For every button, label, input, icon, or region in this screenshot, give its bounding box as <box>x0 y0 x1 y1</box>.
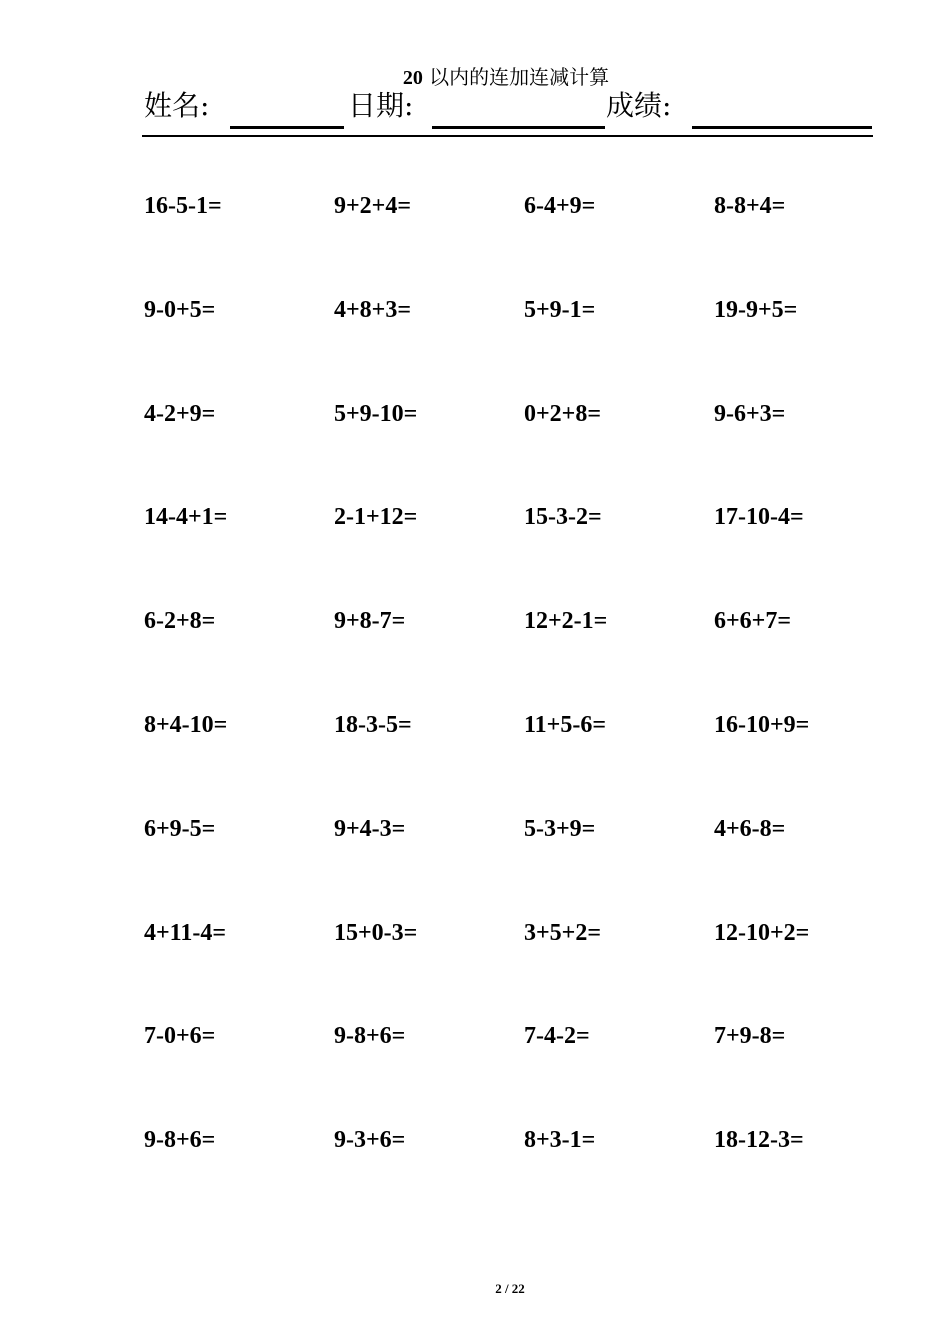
problem-r6-c3: 11+5-6= <box>524 712 607 738</box>
problem-r9-c2: 9-8+6= <box>334 1023 406 1049</box>
problem-r2-c3: 5+9-1= <box>524 297 596 323</box>
problem-r3-c1: 4-2+9= <box>144 401 216 427</box>
problem-r6-c2: 18-3-5= <box>334 712 412 738</box>
problem-r8-c2: 15+0-3= <box>334 920 418 946</box>
problem-r7-c4: 4+6-8= <box>714 816 786 842</box>
title-number: 20 <box>402 67 423 89</box>
name-blank[interactable] <box>230 126 344 129</box>
problem-r5-c2: 9+8-7= <box>334 608 406 634</box>
problem-r2-c2: 4+8+3= <box>334 297 412 323</box>
problem-r3-c4: 9-6+3= <box>714 401 786 427</box>
problem-r8-c1: 4+11-4= <box>144 920 227 946</box>
problem-r7-c3: 5-3+9= <box>524 816 596 842</box>
problem-r9-c1: 7-0+6= <box>144 1023 216 1049</box>
score-blank[interactable] <box>692 126 872 129</box>
problem-r10-c1: 9-8+6= <box>144 1127 216 1153</box>
problem-r10-c3: 8+3-1= <box>524 1127 596 1153</box>
problem-r1-c3: 6-4+9= <box>524 193 596 219</box>
problem-r3-c2: 5+9-10= <box>334 401 418 427</box>
date-label: 日期: <box>348 89 414 122</box>
problem-r5-c1: 6-2+8= <box>144 608 216 634</box>
page-number: 2 / 22 <box>495 1281 525 1296</box>
problem-r7-c2: 9+4-3= <box>334 816 406 842</box>
problem-r1-c2: 9+2+4= <box>334 193 412 219</box>
problem-r4-c3: 15-3-2= <box>524 504 602 530</box>
date-blank[interactable] <box>432 126 605 129</box>
problem-r5-c3: 12+2-1= <box>524 608 608 634</box>
problem-r7-c1: 6+9-5= <box>144 816 216 842</box>
problem-r8-c3: 3+5+2= <box>524 920 602 946</box>
title-text: 以内的连加连减计算 <box>422 65 610 89</box>
problem-r4-c1: 14-4+1= <box>144 504 228 530</box>
problem-r2-c4: 19-9+5= <box>714 297 798 323</box>
problem-r4-c4: 17-10-4= <box>714 504 804 530</box>
problem-r2-c1: 9-0+5= <box>144 297 216 323</box>
problem-r6-c1: 8+4-10= <box>144 712 228 738</box>
problem-r5-c4: 6+6+7= <box>714 608 792 634</box>
problem-r4-c2: 2-1+12= <box>334 504 418 530</box>
problem-r6-c4: 16-10+9= <box>714 712 810 738</box>
problem-r3-c3: 0+2+8= <box>524 401 602 427</box>
problem-r8-c4: 12-10+2= <box>714 920 810 946</box>
problem-r9-c4: 7+9-8= <box>714 1023 786 1049</box>
problem-r10-c2: 9-3+6= <box>334 1127 406 1153</box>
header-divider <box>142 135 873 137</box>
worksheet-title <box>0 64 950 91</box>
name-label: 姓名: <box>144 89 210 122</box>
score-label: 成绩: <box>606 89 672 122</box>
problem-r10-c4: 18-12-3= <box>714 1127 804 1153</box>
problem-r1-c4: 8-8+4= <box>714 193 786 219</box>
problem-r1-c1: 16-5-1= <box>144 193 222 219</box>
problem-r9-c3: 7-4-2= <box>524 1023 590 1049</box>
